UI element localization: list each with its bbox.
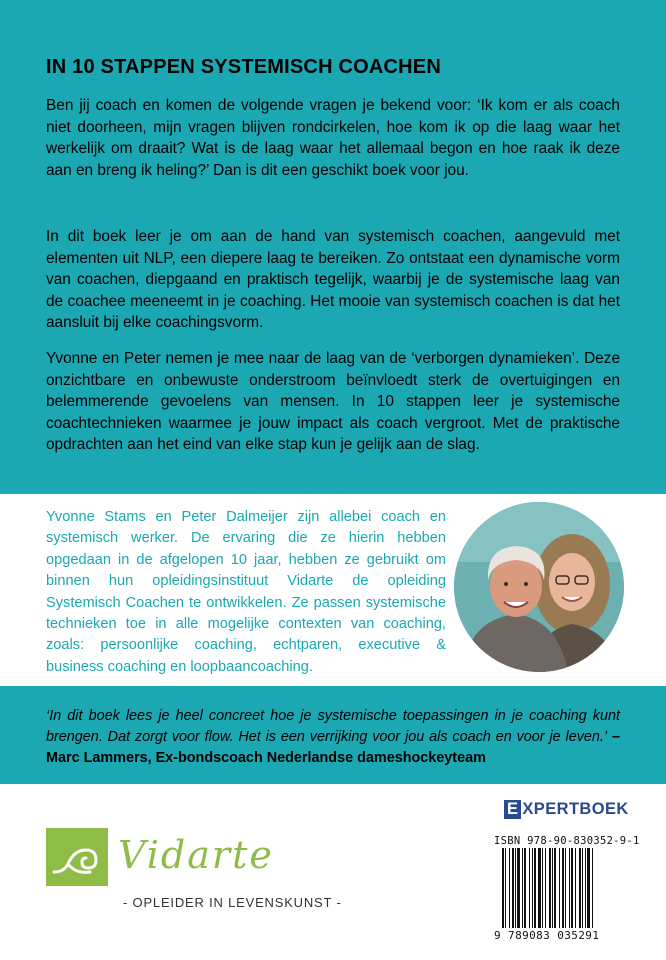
barcode-bar bbox=[515, 848, 516, 928]
barcode-icon bbox=[501, 848, 619, 930]
cover-title: IN 10 STAPPEN SYSTEMISCH COACHEN bbox=[46, 56, 441, 78]
barcode-bar bbox=[512, 848, 514, 928]
barcode-bar bbox=[559, 848, 560, 928]
barcode-bar bbox=[587, 848, 590, 928]
isbn-label: ISBN 978-90-830352-9-1 bbox=[494, 835, 640, 847]
barcode-bar bbox=[538, 848, 541, 928]
barcode-bar bbox=[585, 848, 586, 928]
barcode-bar bbox=[582, 848, 583, 928]
barcode-bar bbox=[532, 848, 533, 928]
method-paragraph: In dit boek leer je om aan de hand van systemisch coachen, aangevuld met elementen uit NLP, een diepere laag te bereiken. Zo ontstaat een dynamische vorm van coachen, diepgaand en praktisch tegelijk, waarbij je de systemische laag van de coachee meeneemt in je coaching. Het mooie van systemisch coachen is dat het aansluit bij elke coachingsvorm. bbox=[46, 228, 620, 332]
imprint-name: XPERTBOEK bbox=[522, 800, 629, 818]
barcode-bar bbox=[552, 848, 553, 928]
barcode-bar bbox=[575, 848, 576, 928]
barcode-bar bbox=[534, 848, 536, 928]
barcode-bar bbox=[542, 848, 543, 928]
barcode-bar bbox=[554, 848, 556, 928]
quote-attribution: – Marc Lammers, Ex-bondscoach Nederlandse dameshockeyteam bbox=[46, 729, 621, 767]
imprint-letter-box: E bbox=[504, 800, 521, 819]
publisher-logo-word: Vidarte bbox=[118, 833, 274, 877]
barcode-bar bbox=[562, 848, 564, 928]
barcode-bar bbox=[517, 848, 520, 928]
isbn-digits: 9 789083 035291 bbox=[494, 929, 600, 942]
imprint-logo bbox=[504, 800, 629, 819]
barcode-bar bbox=[549, 848, 551, 928]
barcode-bar bbox=[509, 848, 510, 928]
dynamics-paragraph: Yvonne en Peter nemen je mee naar de laag van de ‘verborgen dynamieken’. Deze onzichtbare en onbewuste onderstroom beïnvloedt sterk de overtuigingen en belemmerende gevoelens van mensen. In 10 stappen leer je systemische coachtechnieken waarmee je jouw impact als coach vergroot. Met de praktische opdrachten aan het eind van elke stap kun je gelijk aan de slag. bbox=[46, 350, 620, 454]
barcode-bar bbox=[522, 848, 523, 928]
authors-photo bbox=[454, 502, 624, 672]
intro-paragraph: Ben jij coach en komen de volgende vragen je bekend voor: ‘Ik kom er als coach niet doorheen, mijn vragen blijven rondcirkelen, hoe kom ik op die laag waar het werkelijk om draait? Wat is de laag waar het allemaal begon en hoe raak ik deze aan en breng ik heling?’ Dan is dit een geschikt boek voor jou. bbox=[46, 97, 620, 179]
barcode-bar bbox=[505, 848, 506, 928]
spiral-swirl-icon bbox=[46, 828, 108, 886]
barcode-bar bbox=[565, 848, 566, 928]
barcode-bar bbox=[545, 848, 546, 928]
authors-portrait-icon bbox=[454, 502, 624, 672]
publisher-tagline: - OPLEIDER IN LEVENSKUNST - bbox=[123, 895, 342, 910]
barcode-bar bbox=[571, 848, 573, 928]
barcode-bar bbox=[569, 848, 570, 928]
barcode-bar bbox=[592, 848, 593, 928]
barcode-bar bbox=[529, 848, 530, 928]
barcode-bar bbox=[579, 848, 581, 928]
barcode-bar bbox=[502, 848, 504, 928]
barcode-bar bbox=[524, 848, 526, 928]
authors-bio: Yvonne Stams en Peter Dalmeijer zijn allebei coach en systemisch werker. De ervaring die ze hierin hebben opgedaan in de afgelopen 10 jaar, hebben ze gebruikt om binnen hun opleidingsinstituut Vidarte de opleiding Systemisch Coachen te ontwikkelen. Ze passen systemische technieken toe in alle mogelijke contexten van coaching, zoals: persoonlijke coaching, echtparen, executive & business coaching en loopbaancoaching. bbox=[46, 509, 446, 675]
quote-text: ‘In dit boek lees je heel concreet hoe je systemische toepassingen in je coaching kunt brengen. Dat zorgt voor flow. Het is een verrijking voor jou als coach en voor je leven.’ bbox=[46, 708, 620, 746]
endorsement-quote bbox=[46, 706, 620, 770]
